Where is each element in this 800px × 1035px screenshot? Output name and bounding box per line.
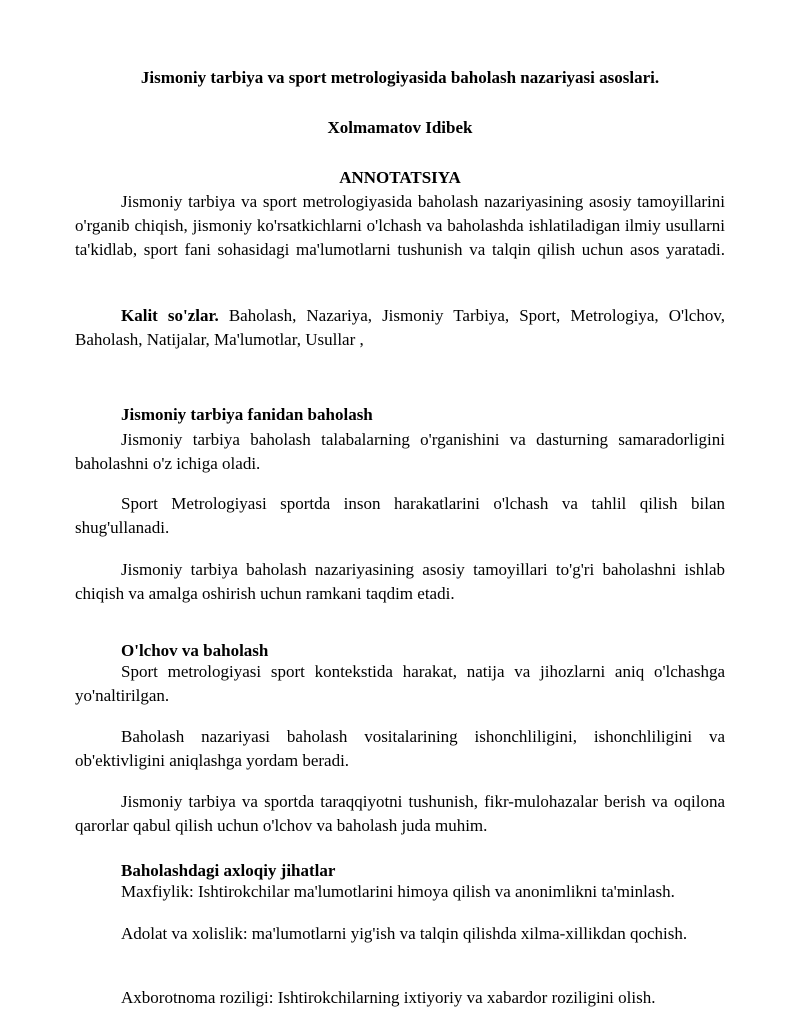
keywords-label: Kalit so'zlar. xyxy=(121,306,219,325)
keywords-list: Baholash, Nazariya, Jismoniy Tarbiya, Sport, Metrologiya, O'lchov, Baholash, Natijalar, Ma'lumotlar, Usullar , xyxy=(75,306,725,349)
section-paragraph: Adolat va xolislik: ma'lumotlarni yig'ish va talqin qilishda xilma-xillikdan qochish. xyxy=(121,924,688,943)
section-heading: O'lchov va baholash xyxy=(121,641,269,660)
section-paragraph: Maxfiylik: Ishtirokchilar ma'lumotlarini himoya qilish va anonimlikni ta'minlash. xyxy=(121,882,675,901)
section-paragraph: Sport Metrologiyasi sportda inson harakatlarini o'lchash va tahlil qilish bilan shug'ullanadi. xyxy=(75,494,725,537)
section-paragraph: Jismoniy tarbiya baholash talabalarning o'rganishini va dasturning samaradorligini baholashni o'z ichiga oladi. xyxy=(75,430,725,473)
document-title: Jismoniy tarbiya va sport metrologiyasida baholash nazariyasi asoslari. xyxy=(140,68,660,87)
section-heading: Baholashdagi axloqiy jihatlar xyxy=(121,861,336,880)
annotation-heading: ANNOTATSIYA xyxy=(339,168,461,187)
section-paragraph: Jismoniy tarbiya va sportda taraqqiyotni tushunish, fikr-mulohazalar berish va oqilona qarorlar qabul qilish uchun o'lchov va baholash juda muhim. xyxy=(75,792,725,835)
section-paragraph: Baholash nazariyasi baholash vositalarining ishonchliligini, ishonchliligini va ob'ektivligini aniqlashga yordam beradi. xyxy=(75,727,725,770)
section-paragraph: Axborotnoma roziligi: Ishtirokchilarning ixtiyoriy va xabardor roziligini olish. xyxy=(121,988,656,1007)
author-name: Xolmamatov Idibek xyxy=(327,118,473,137)
annotation-paragraph: Jismoniy tarbiya va sport metrologiyasida baholash nazariyasining asosiy tamoyillarini o'rganib chiqish, jismoniy ko'rsatkichlarni o'lchash va baholashda ishlatiladigan ilmiy usullarni ta'kidlab, sport fani sohasidagi ma'lumotlarni tushunish va talqin qilish uchun asos yaratadi. xyxy=(75,192,725,259)
section-paragraph: Jismoniy tarbiya baholash nazariyasining asosiy tamoyillari to'g'ri baholashni ishlab chiqish va amalga oshirish uchun ramkani taqdim etadi. xyxy=(75,560,725,603)
keywords-paragraph xyxy=(75,304,725,352)
section-heading: Jismoniy tarbiya fanidan baholash xyxy=(121,405,373,424)
section-paragraph: Sport metrologiyasi sport kontekstida harakat, natija va jihozlarni aniq o'lchashga yo'naltirilgan. xyxy=(75,662,725,705)
